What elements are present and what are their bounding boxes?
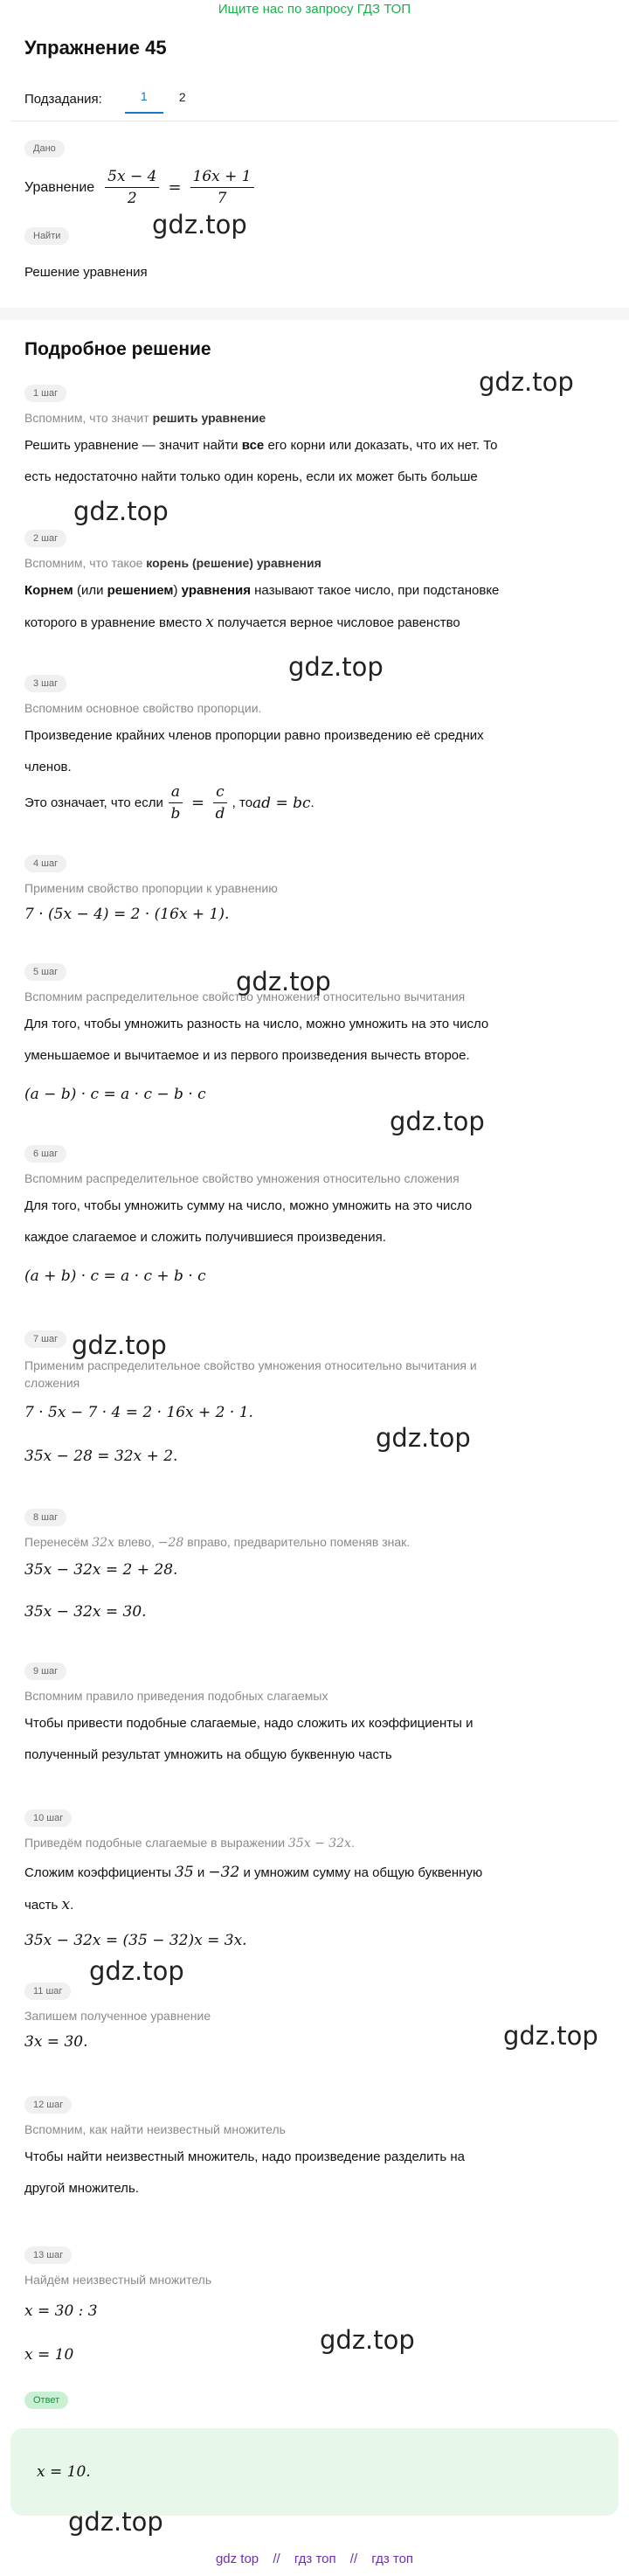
footer-separator: //: [349, 2552, 358, 2566]
watermark: gdz.top: [72, 1330, 167, 1360]
header-divider: [10, 121, 619, 122]
step-hint: Запишем полученное уравнение: [24, 2009, 211, 2023]
proportion-line: [24, 783, 314, 823]
text-line: другой множитель.: [24, 2181, 139, 2196]
footer-links: [0, 2552, 629, 2566]
step-math: x = 30 : 3: [24, 2302, 98, 2320]
text-part: часть: [24, 1898, 62, 1913]
step-math: 7 · (5x − 4) = 2 · (16x + 1).: [24, 906, 230, 923]
given-equation: [24, 168, 259, 207]
top-banner[interactable]: Ищите нас по запросу ГДЗ ТОП: [218, 2, 411, 17]
text-part: Решить уравнение — значит найти: [24, 438, 242, 453]
step-hint: Вспомним распределительное свойство умножения относительно сложения: [24, 1171, 460, 1185]
hint-text: Приведём подобные слагаемые в выражении: [24, 1836, 288, 1850]
text-part: (или: [73, 583, 107, 598]
footer-separator: //: [273, 2552, 280, 2566]
text-part: .: [70, 1898, 74, 1913]
step-math: 35x − 32x = 2 + 28.: [24, 1561, 178, 1579]
step-badge: 9 шаг: [24, 1663, 66, 1680]
subtasks-label: Подзадания:: [24, 91, 102, 107]
math-inline: ad = bc: [252, 794, 311, 812]
step-hint: Вспомним, как найти неизвестный множитель: [24, 2122, 286, 2136]
step-math: x = 10: [24, 2346, 74, 2364]
right-numerator: 16x + 1: [190, 168, 254, 188]
denominator: d: [215, 805, 225, 823]
math-inline: −32: [208, 1864, 240, 1881]
step-hint: Найдём неизвестный множитель: [24, 2273, 212, 2287]
text-part: , то: [232, 795, 253, 810]
text-bold: Корнем: [24, 583, 73, 598]
step-badge: 12 шаг: [24, 2096, 72, 2114]
math-inline: x: [205, 614, 214, 631]
text-line: Для того, чтобы умножить сумму на число, можно умножить на это число: [24, 1198, 473, 1213]
watermark: gdz.top: [89, 1956, 184, 1986]
watermark: gdz.top: [320, 2325, 415, 2355]
text-line: уменьшаемое и вычитаемое и из первого произведения вычесть второе.: [24, 1048, 470, 1063]
step-text: [24, 720, 484, 783]
watermark: gdz.top: [68, 2507, 163, 2537]
text-part: Сложим коэффициенты: [24, 1865, 176, 1880]
denominator: b: [170, 805, 181, 823]
text-part: и умножим сумму на общую буквенную: [239, 1865, 483, 1880]
step-text: [24, 1857, 482, 1921]
watermark: gdz.top: [479, 367, 574, 397]
step-math: (a + b) · c = a · c + b · c: [24, 1267, 206, 1285]
step-badge: 4 шаг: [24, 855, 66, 872]
watermark: gdz.top: [376, 1423, 471, 1453]
step-badge: 13 шаг: [24, 2246, 72, 2264]
footer-link[interactable]: гдз топ: [371, 2552, 414, 2566]
text-line: членов.: [24, 760, 72, 774]
step-hint: [24, 1836, 355, 1850]
footer-link[interactable]: gdz top: [215, 2552, 259, 2566]
step-text: [24, 1708, 473, 1771]
text-bold: уравнения: [181, 583, 251, 598]
text-part: Это означает, что если: [24, 795, 163, 810]
step-text: [24, 575, 499, 639]
step-badge: 8 шаг: [24, 1509, 66, 1526]
step-hint: [24, 556, 321, 570]
step-text: [24, 1191, 472, 1253]
text-line: Для того, чтобы умножить разность на число, можно умножить на это число: [24, 1017, 489, 1031]
numerator: c: [213, 783, 227, 803]
step-badge: 7 шаг: [24, 1330, 66, 1348]
text-line: Произведение крайних членов пропорции равно произведению её средних: [24, 728, 484, 743]
step-text: [24, 1009, 488, 1072]
step-badge: 3 шаг: [24, 675, 66, 692]
hint-text: Перенесём: [24, 1535, 93, 1549]
step-math: 7 · 5x − 7 · 4 = 2 · 16x + 2 · 1.: [24, 1404, 253, 1421]
hint-text: Вспомним, что значит: [24, 411, 149, 425]
step-hint: Вспомним распределительное свойство умножения относительно вычитания: [24, 989, 466, 1003]
step-math: 35x − 28 = 32x + 2.: [24, 1448, 178, 1465]
watermark: gdz.top: [73, 496, 169, 526]
step-badge: 2 шаг: [24, 530, 66, 547]
text-line: Чтобы привести подобные слагаемые, надо сложить их коэффициенты и: [24, 1716, 473, 1731]
card-gap: [0, 308, 629, 320]
right-denominator: 7: [217, 190, 227, 207]
text-line: есть недостаточно найти только один корень, если их может быть больше: [24, 469, 478, 484]
text-part: получается верное числовое равенство: [213, 615, 460, 630]
hint-text: Вспомним, что такое: [24, 556, 143, 570]
step-badge: 10 шаг: [24, 1809, 72, 1827]
text-line: полученный результат умножить на общую буквенную часть: [24, 1747, 392, 1762]
step-math: 3x = 30.: [24, 2033, 88, 2051]
numerator: a: [169, 783, 183, 803]
step-hint: Вспомним основное свойство пропорции.: [24, 701, 262, 715]
page-title: Упражнение 45: [24, 37, 167, 59]
solution-title: Подробное решение: [24, 339, 211, 359]
math-inline: 32x: [92, 1536, 114, 1550]
text-line: Чтобы найти неизвестный множитель, надо произведение разделить на: [24, 2149, 465, 2164]
step-hint: Вспомним правило приведения подобных слагаемых: [24, 1689, 328, 1703]
watermark: gdz.top: [503, 2021, 598, 2051]
step-badge: 6 шаг: [24, 1145, 66, 1163]
given-label: Уравнение: [24, 179, 95, 195]
right-fraction: [190, 168, 254, 207]
hint-text: вправо, предварительно поменяв знак.: [183, 1535, 411, 1549]
step-hint: [24, 1357, 477, 1392]
text-part: которого в уравнение вместо: [24, 615, 206, 630]
fraction-c-d: [213, 783, 227, 823]
left-denominator: 2: [127, 190, 137, 207]
equals-sign: =: [168, 178, 182, 197]
answer-badge: Ответ: [24, 2392, 68, 2409]
step-badge: 5 шаг: [24, 963, 66, 981]
text-part: и: [193, 1865, 209, 1880]
subtasks-bar: [24, 84, 202, 114]
answer-value: x = 10.: [37, 2463, 91, 2481]
find-text: Решение уравнения: [24, 265, 148, 280]
text-line: каждое слагаемое и сложить получившиеся произведения.: [24, 1230, 386, 1245]
watermark: gdz.top: [288, 652, 384, 682]
text-part: .: [310, 795, 314, 810]
left-fraction: [105, 168, 159, 207]
step-math: 35x − 32x = (35 − 32)x = 3x.: [24, 1932, 247, 1949]
math-inline: −28: [157, 1536, 184, 1550]
equals-sign: =: [191, 794, 205, 812]
hint-text: сложения: [24, 1376, 80, 1390]
math-inline: 35x − 32x: [287, 1837, 351, 1850]
hint-bold: решить уравнение: [152, 411, 266, 425]
text-bold: все: [241, 438, 265, 453]
step-text: [24, 2142, 465, 2205]
math-inline: x: [61, 1896, 71, 1913]
given-badge: Дано: [24, 140, 65, 157]
text-part: называют такое число, при подстановке: [250, 583, 500, 598]
left-numerator: 5x − 4: [105, 168, 159, 188]
watermark: gdz.top: [390, 1107, 485, 1136]
hint-text: влево,: [114, 1535, 158, 1549]
step-badge: 11 шаг: [24, 1982, 71, 2000]
step-math: (a − b) · c = a · c − b · c: [24, 1086, 206, 1103]
step-hint: [24, 411, 266, 425]
step-badge: 1 шаг: [24, 385, 66, 402]
find-badge: Найти: [24, 227, 69, 245]
subtask-tab-1[interactable]: 1: [125, 84, 163, 114]
subtask-tab-2[interactable]: 2: [178, 90, 186, 104]
answer-box: [10, 2428, 619, 2516]
step-math: 35x − 32x = 30.: [24, 1603, 147, 1621]
text-part: его корни или доказать, что их нет. То: [264, 438, 498, 453]
hint-text: .: [350, 1836, 355, 1850]
watermark: gdz.top: [152, 210, 247, 240]
step-hint: [24, 1535, 410, 1550]
text-part: ): [173, 583, 182, 598]
hint-text: Применим распределительное свойство умножения относительно вычитания и: [24, 1358, 477, 1372]
watermark: gdz.top: [236, 967, 331, 996]
hint-bold: корень (решение) уравнения: [146, 556, 321, 570]
step-text: [24, 430, 498, 493]
exercise-header-card: [10, 23, 619, 307]
fraction-a-b: [169, 783, 183, 823]
math-inline: 35: [175, 1864, 194, 1881]
text-bold: решением: [107, 583, 174, 598]
step-hint: Применим свойство пропорции к уравнению: [24, 881, 278, 895]
footer-link[interactable]: гдз топ: [294, 2552, 336, 2566]
